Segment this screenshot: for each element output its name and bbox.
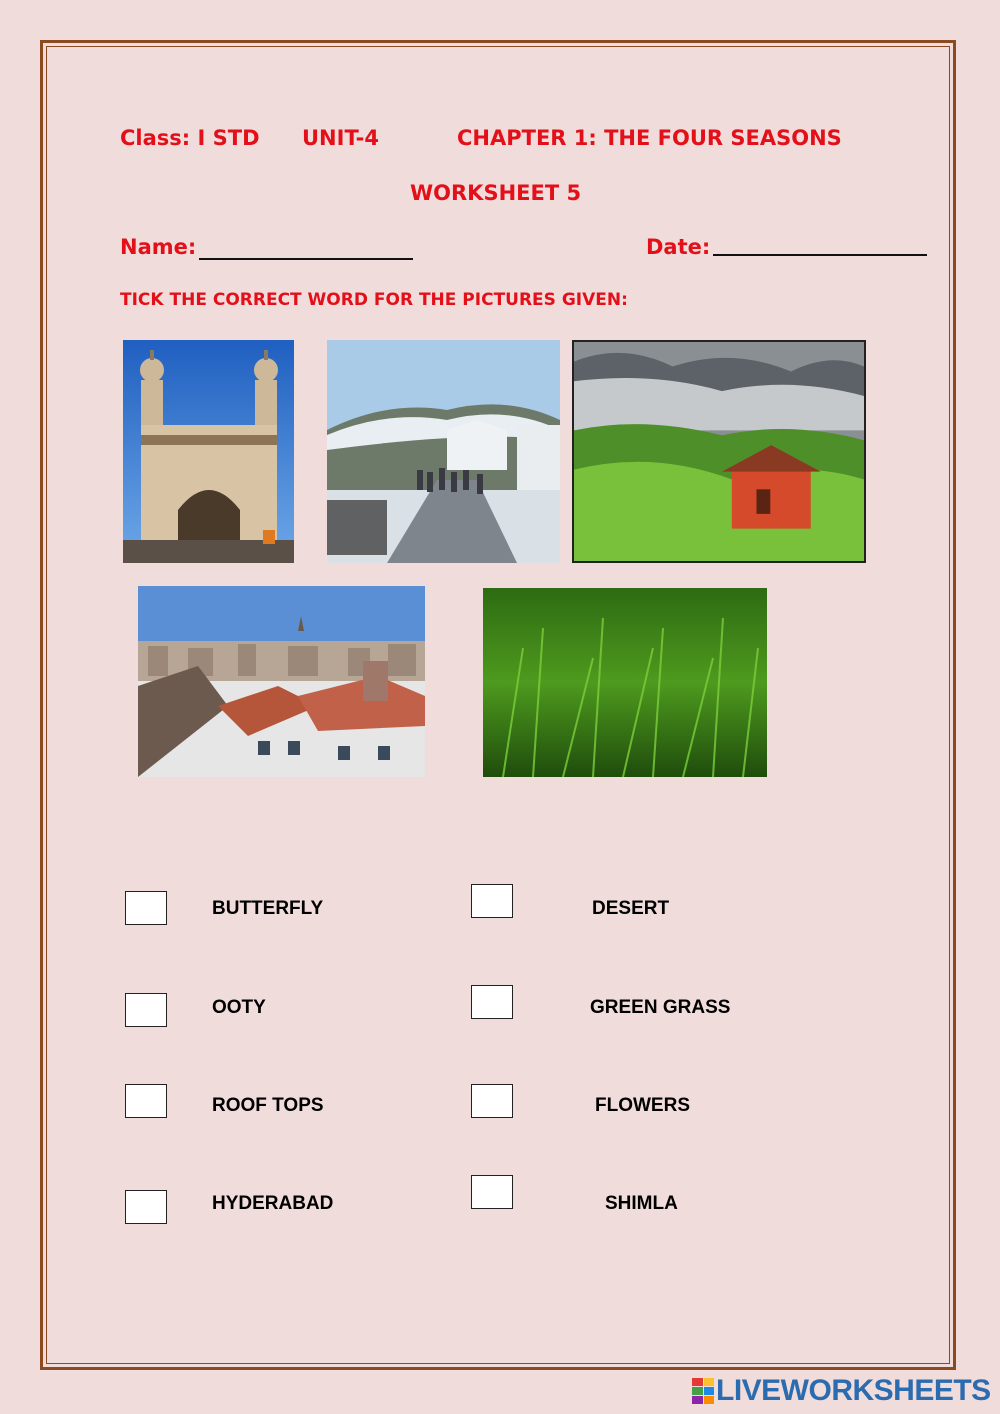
name-label: Name: [120,235,197,259]
date-label: Date: [646,235,711,259]
checkbox-green-grass[interactable] [471,985,513,1019]
rooftops-photo [138,586,425,777]
checkbox-hyderabad[interactable] [125,1190,167,1224]
charminar-photo [123,340,294,563]
option-flowers: FLOWERS [595,1095,690,1116]
class-label: Class: I STD [120,126,260,150]
checkbox-desert[interactable] [471,884,513,918]
option-green-grass: GREEN GRASS [590,997,731,1018]
instruction-text: TICK THE CORRECT WORD FOR THE PICTURES GIVEN: [120,290,628,310]
liveworksheets-logo[interactable] [692,1374,991,1408]
green-hills-photo [572,340,866,563]
checkbox-shimla[interactable] [471,1175,513,1209]
brand-grid-icon [692,1378,714,1404]
option-hyderabad: HYDERABAD [212,1193,334,1214]
date-field[interactable] [713,254,927,256]
option-desert: DESERT [592,898,670,919]
name-field[interactable] [199,258,413,260]
checkbox-flowers[interactable] [471,1084,513,1118]
green-grass-photo [483,588,767,777]
chapter-label: CHAPTER 1: THE FOUR SEASONS [457,126,842,150]
option-butterfly: BUTTERFLY [212,898,324,919]
option-roof-tops: ROOF TOPS [212,1095,324,1116]
snowy-street-photo [327,340,560,563]
checkbox-butterfly[interactable] [125,891,167,925]
option-ooty: OOTY [212,997,266,1018]
worksheet-title: WORKSHEET 5 [410,181,582,205]
checkbox-roof-tops[interactable] [125,1084,167,1118]
unit-label: UNIT-4 [302,126,380,150]
brand-text: LIVEWORKSHEETS [716,1374,991,1407]
checkbox-ooty[interactable] [125,993,167,1027]
option-shimla: SHIMLA [605,1193,678,1214]
